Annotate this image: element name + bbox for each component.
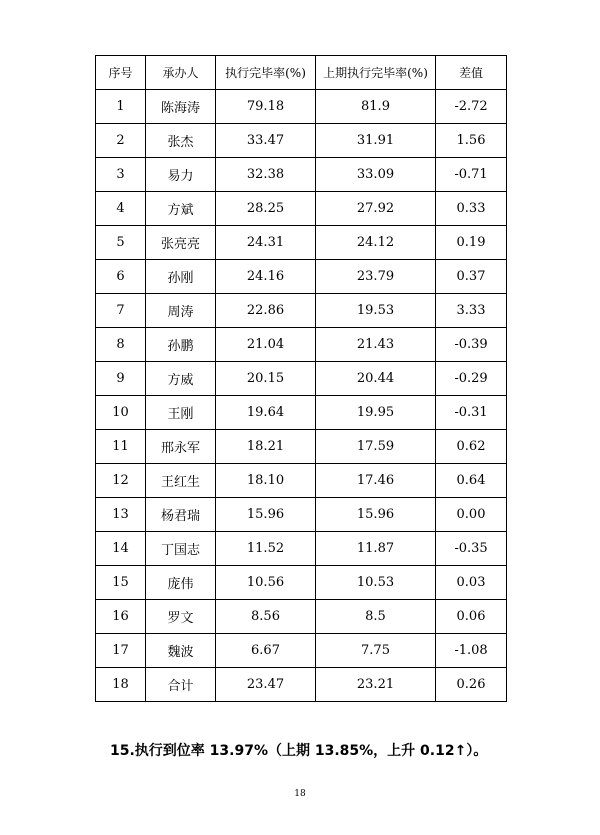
- cell-index: 16: [96, 600, 146, 634]
- cell-difference: 0.37: [436, 260, 507, 294]
- cell-difference: -0.29: [436, 362, 507, 396]
- cell-completion-rate: 19.64: [216, 396, 316, 430]
- cell-completion-rate: 21.04: [216, 328, 316, 362]
- table-row: [96, 532, 507, 566]
- cell-completion-rate: 23.47: [216, 668, 316, 702]
- header-index: 序号: [96, 56, 146, 90]
- table-body: [96, 90, 507, 702]
- table-row: [96, 124, 507, 158]
- cell-index: 15: [96, 566, 146, 600]
- table-header-row: [96, 56, 507, 90]
- cell-index: 11: [96, 430, 146, 464]
- table-row: [96, 600, 507, 634]
- header-difference: 差值: [436, 56, 507, 90]
- cell-difference: -0.35: [436, 532, 507, 566]
- cell-handler: 易力: [146, 158, 216, 192]
- cell-previous-completion-rate: 33.09: [316, 158, 436, 192]
- cell-previous-completion-rate: 7.75: [316, 634, 436, 668]
- table-row: [96, 90, 507, 124]
- cell-difference: 0.00: [436, 498, 507, 532]
- cell-previous-completion-rate: 11.87: [316, 532, 436, 566]
- cell-difference: 0.03: [436, 566, 507, 600]
- page-number: 18: [294, 789, 306, 799]
- cell-previous-completion-rate: 24.12: [316, 226, 436, 260]
- cell-difference: 0.33: [436, 192, 507, 226]
- cell-completion-rate: 28.25: [216, 192, 316, 226]
- cell-difference: 0.06: [436, 600, 507, 634]
- cell-difference: 0.62: [436, 430, 507, 464]
- cell-difference: 0.64: [436, 464, 507, 498]
- cell-previous-completion-rate: 17.59: [316, 430, 436, 464]
- cell-handler: 陈海涛: [146, 90, 216, 124]
- cell-previous-completion-rate: 15.96: [316, 498, 436, 532]
- cell-completion-rate: 20.15: [216, 362, 316, 396]
- cell-completion-rate: 6.67: [216, 634, 316, 668]
- table-row: [96, 362, 507, 396]
- cell-index: 12: [96, 464, 146, 498]
- cell-completion-rate: 24.16: [216, 260, 316, 294]
- cell-previous-completion-rate: 81.9: [316, 90, 436, 124]
- cell-completion-rate: 32.38: [216, 158, 316, 192]
- cell-previous-completion-rate: 23.21: [316, 668, 436, 702]
- cell-index: 7: [96, 294, 146, 328]
- header-handler: 承办人: [146, 56, 216, 90]
- table-row: [96, 226, 507, 260]
- cell-handler: 张亮亮: [146, 226, 216, 260]
- cell-difference: 0.26: [436, 668, 507, 702]
- cell-handler: 方斌: [146, 192, 216, 226]
- cell-completion-rate: 11.52: [216, 532, 316, 566]
- cell-index: 1: [96, 90, 146, 124]
- table-row: [96, 566, 507, 600]
- cell-handler: 王刚: [146, 396, 216, 430]
- cell-previous-completion-rate: 19.95: [316, 396, 436, 430]
- table-row: [96, 260, 507, 294]
- cell-completion-rate: 15.96: [216, 498, 316, 532]
- cell-difference: 0.19: [436, 226, 507, 260]
- cell-handler: 杨君瑞: [146, 498, 216, 532]
- cell-index: 9: [96, 362, 146, 396]
- cell-handler: 孙刚: [146, 260, 216, 294]
- cell-handler: 庞伟: [146, 566, 216, 600]
- cell-index: 18: [96, 668, 146, 702]
- table-row: [96, 464, 507, 498]
- cell-difference: 1.56: [436, 124, 507, 158]
- cell-index: 17: [96, 634, 146, 668]
- cell-handler: 周涛: [146, 294, 216, 328]
- cell-difference: 3.33: [436, 294, 507, 328]
- cell-previous-completion-rate: 20.44: [316, 362, 436, 396]
- cell-index: 10: [96, 396, 146, 430]
- cell-index: 8: [96, 328, 146, 362]
- summary-line: 15.执行到位率 13.97%（上期 13.85%，上升 0.12↑）。: [110, 743, 488, 759]
- cell-previous-completion-rate: 21.43: [316, 328, 436, 362]
- cell-previous-completion-rate: 27.92: [316, 192, 436, 226]
- header-completion-rate: 执行完毕率(%): [216, 56, 316, 90]
- cell-completion-rate: 18.21: [216, 430, 316, 464]
- table-row: [96, 634, 507, 668]
- cell-difference: -0.71: [436, 158, 507, 192]
- cell-difference: -2.72: [436, 90, 507, 124]
- cell-handler: 张杰: [146, 124, 216, 158]
- cell-index: 14: [96, 532, 146, 566]
- table-row: [96, 430, 507, 464]
- cell-handler: 魏波: [146, 634, 216, 668]
- cell-previous-completion-rate: 8.5: [316, 600, 436, 634]
- cell-previous-completion-rate: 17.46: [316, 464, 436, 498]
- cell-handler: 邢永军: [146, 430, 216, 464]
- table-row: [96, 294, 507, 328]
- cell-completion-rate: 10.56: [216, 566, 316, 600]
- cell-completion-rate: 22.86: [216, 294, 316, 328]
- cell-previous-completion-rate: 19.53: [316, 294, 436, 328]
- cell-index: 6: [96, 260, 146, 294]
- cell-previous-completion-rate: 31.91: [316, 124, 436, 158]
- table-row: [96, 158, 507, 192]
- cell-handler: 罗文: [146, 600, 216, 634]
- header-previous-completion-rate: 上期执行完毕率(%): [316, 56, 436, 90]
- table-row: [96, 668, 507, 702]
- cell-difference: -0.31: [436, 396, 507, 430]
- cell-index: 5: [96, 226, 146, 260]
- cell-index: 2: [96, 124, 146, 158]
- cell-completion-rate: 18.10: [216, 464, 316, 498]
- cell-handler: 丁国志: [146, 532, 216, 566]
- cell-previous-completion-rate: 23.79: [316, 260, 436, 294]
- cell-completion-rate: 8.56: [216, 600, 316, 634]
- cell-handler: 王红生: [146, 464, 216, 498]
- cell-completion-rate: 79.18: [216, 90, 316, 124]
- cell-difference: -1.08: [436, 634, 507, 668]
- cell-handler: 方威: [146, 362, 216, 396]
- cell-index: 3: [96, 158, 146, 192]
- cell-index: 13: [96, 498, 146, 532]
- cell-index: 4: [96, 192, 146, 226]
- table-row: [96, 328, 507, 362]
- performance-table: [95, 55, 507, 702]
- cell-previous-completion-rate: 10.53: [316, 566, 436, 600]
- cell-handler: 合计: [146, 668, 216, 702]
- table-row: [96, 192, 507, 226]
- cell-completion-rate: 33.47: [216, 124, 316, 158]
- cell-difference: -0.39: [436, 328, 507, 362]
- cell-completion-rate: 24.31: [216, 226, 316, 260]
- table-row: [96, 396, 507, 430]
- table-row: [96, 498, 507, 532]
- cell-handler: 孙鹏: [146, 328, 216, 362]
